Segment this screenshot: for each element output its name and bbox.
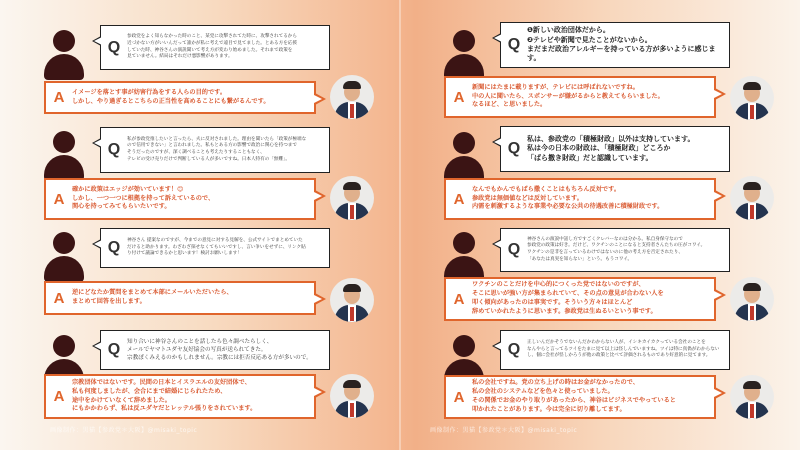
- question-text: 私が参政党推したいと言ったら、夫に反対されました。理由を聞いたら「政策が極端な ので信用できない」と言われました。私もとある方の影響で政治に関心を持つまで そうだったのですが、深く調べることも考えたりすることもなく、 テレビの受け売りだけで判断している人が多いですね。日本人特有の「無難」。: [127, 136, 307, 162]
- speaker-avatar: [330, 278, 374, 322]
- answer-bubble: [444, 277, 716, 321]
- speaker-avatar: [330, 176, 374, 220]
- person-icon: [40, 30, 88, 80]
- answer-mark-label: A: [453, 290, 465, 308]
- answer-mark-label: A: [53, 190, 65, 208]
- answer-bubble: [444, 375, 716, 419]
- answer-mark-label: A: [453, 388, 465, 406]
- question-bubble: [100, 127, 330, 173]
- speaker-avatar: [330, 75, 374, 119]
- speaker-avatar: [730, 76, 774, 120]
- person-icon: [440, 132, 488, 182]
- question-text: 正しいんだかそうでないんだかわからない人が、イシキカイカクっている会社のことを なんやらと言ってるツイをたまに見て以上は怪しんでいますね。ツイは特に真偽がわからない し、個に会社が怪しかろうが他の政策と比べて評価されるものであり好意的に見てます。: [527, 340, 720, 359]
- question-bubble: [500, 228, 730, 272]
- answer-text: 逆にどなたか質問をまとめて本部にメールいただいたら、 まとめて回答を出します。: [72, 289, 233, 305]
- speaker-avatar: [330, 374, 374, 418]
- question-bubble: [100, 330, 330, 370]
- answer-mark-label: A: [453, 88, 465, 106]
- question-text: 私は、参政党の「積極財政」以外は支持しています。 私は今の日本の財政は、「積極財政」どころか 「ばら撒き財政」だと認識しています。: [527, 134, 695, 162]
- person-icon: [40, 232, 88, 282]
- question-bubble: [500, 330, 730, 370]
- question-bubble: [100, 228, 330, 268]
- answer-text: イメージを落とす事が妨害行為をする人らの目的です。 しかし、やり過ぎるとこちらの正当性を高めることにも繋がるんです。: [72, 88, 270, 105]
- answer-text: 宗教団体ではないです。民間の日本とイスラエルの友好団体で、 私も何度しましたが、会合にまで結婚にじられたため、 途中をかけていなくて辞めました。 にもかかわらず、私は反ユダヤだとレッテル張りをされています。: [72, 378, 257, 413]
- question-mark-label: Q: [107, 38, 121, 56]
- answer-bubble: [44, 281, 316, 315]
- person-icon: [440, 30, 488, 80]
- answer-text: 私の会社ですね。党の立ち上げの時はお金がなかったので、 私の会社のシステムなどを色々と使っていました。 その関係でお金のやり取りがあったから、神谷はビジネスでやっていると 叩かれたことがあります。今は完全に切り離してます。: [472, 379, 676, 413]
- answer-bubble: [44, 374, 316, 419]
- question-mark-label: Q: [107, 239, 121, 256]
- speaker-avatar: [730, 176, 774, 220]
- question-mark-label: Q: [507, 241, 521, 258]
- question-text: 神谷さんの演説中話し方ですごくクレバーなのは分かる。私自身保守なので 参政党の政策は好き。だけど、ワクチンのことになると支持者さんたちの圧がコワイ。 ワクチンの是非を言っているわけではないのに他の考え方を否定されたり、 「あなたは真実を知らない」という。もうコワイ。: [527, 236, 706, 262]
- answer-bubble: [444, 178, 716, 220]
- answer-bubble: [444, 76, 716, 118]
- answer-mark-label: A: [53, 89, 65, 106]
- question-mark-label: Q: [507, 341, 521, 358]
- question-mark-label: Q: [107, 141, 121, 158]
- answer-text: 確かに政策はエッジが効いています！😊 しかし、一つ一つに根拠を持って訴えているので、 関心を持ってみてもらいたいです。: [72, 185, 215, 211]
- credit-footer: 画像制作：黒猫【参政党＊大阪】@misaki_topic: [50, 427, 198, 434]
- speaker-avatar: [730, 277, 774, 321]
- answer-text: ワクチンのことだけを中心的につくった党ではないのですが、 そこに思いが強い方が集まられていて、その点の意見が合わない人を 叩く傾向があったのは事実です。そういう方々はほとんど 辞めていかれたように思います。参政党は生ぬるいという事です。: [472, 281, 664, 315]
- credit-footer: 画像制作：黒猫【参政党＊大阪】@misaki_topic: [430, 427, 578, 434]
- answer-text: 新聞にはたまに載りますが、テレビには呼ばれないですね。 中の人に聞いたら、スポンサーが嫌がるからと教えてもらいました。 なるほど、と思いました。: [472, 83, 664, 109]
- question-bubble: [100, 25, 330, 70]
- answer-mark-label: A: [53, 289, 65, 307]
- question-text: 知り合いに神谷さんのことを話したら色々調べたらしく、 メールでヤマトユダヤ友好協会の写真が送られてきた。 宗教ぽくみえるのかもしれません。宗教には拒否反応ある方が多いので。: [127, 338, 312, 362]
- question-text: 神谷さん 提案なのですが、今までの意見に対する見解を、公式サイトでまとめていた だけると助かります。わざわざ探せなくてもいいですし、言い争いをせずに、リンク貼 り付けて議論できるかと思います！検討お願いします！: [127, 238, 306, 257]
- question-mark-label: Q: [507, 36, 521, 53]
- question-bubble: [500, 22, 730, 68]
- speaker-avatar: [730, 375, 774, 419]
- right-page: [400, 0, 800, 450]
- question-mark-label: Q: [507, 140, 521, 157]
- answer-text: なんでもかんでもばら撒くことはもちろん反対です。 参政党は無価値などは反対しています。 内需を刺激するような事業や必要な公共の待遇改善に積極財政です。: [472, 185, 664, 211]
- person-icon: [440, 232, 488, 282]
- answer-mark-label: A: [453, 190, 465, 208]
- answer-bubble: [44, 178, 316, 220]
- question-text: 参政党をよく知らなかった時のこと、某党に攻撃されてた時に、攻撃されてるから 近づかない方がいいんだって誰かが私に考えで遠目で見てました。とある方を応援 していた時、神谷さんの演説聞いて考え方が変わり始めました。それまで政策を 見ていません。結局はそれだけ悪影響があります。: [127, 34, 297, 60]
- answer-mark-label: A: [53, 388, 65, 405]
- person-icon: [40, 131, 88, 181]
- question-mark-label: Q: [107, 341, 121, 358]
- question-text: ❶新しい政治団体だから。 ❷テレビや新聞で見たことがないから。 まだまだ政治アレルギーを持っている方が多いように感じます。: [527, 26, 716, 63]
- question-bubble: [500, 126, 730, 172]
- answer-bubble: [44, 81, 316, 114]
